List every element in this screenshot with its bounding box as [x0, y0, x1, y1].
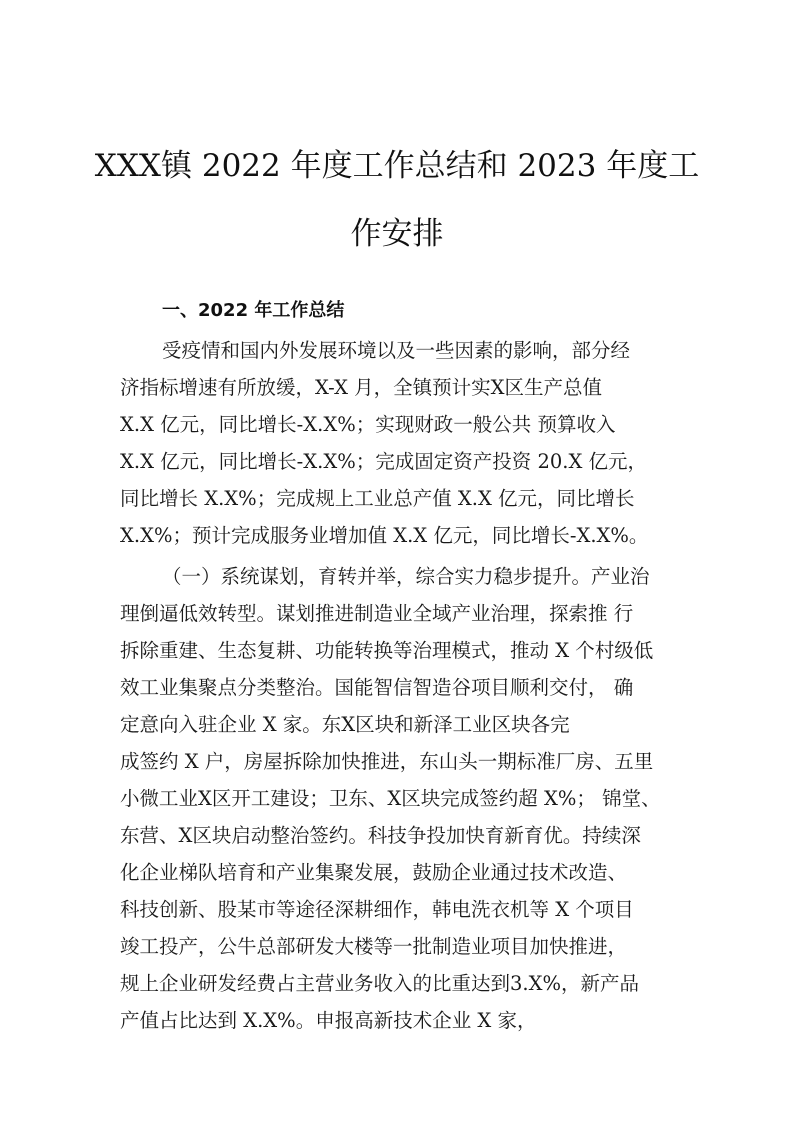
- body-line: 科技创新、股某市等途径深耕细作，韩电洗衣机等 X 个项目: [120, 898, 634, 921]
- body-line: 小微工业X区开工建设；卫东、X区块完成签约超 X%； 锦堂、: [120, 787, 661, 810]
- body-line: 理倒逼低效转型。谋划推进制造业全域产业治理，探索推 行: [120, 602, 634, 625]
- body-line: 受疫情和国内外发展环境以及一些因素的影响，部分经: [162, 339, 631, 362]
- body-line: 产值占比达到 X.X%。申报高新技术企业 X 家，: [120, 1009, 537, 1032]
- body-line: 成签约 X 户，房屋拆除加快推进，东山头一期标准厂房、五里: [120, 750, 654, 773]
- body-line: 竣工投产，公牛总部研发大楼等一批制造业项目加快推进，: [120, 935, 628, 958]
- document-title-line-2: 作安排: [350, 216, 444, 252]
- document-title-line-1: XXX镇 2022 年度工作总结和 2023 年度工: [94, 148, 700, 184]
- body-line: 拆除重建、生态复耕、功能转换等治理模式，推动 X 个村级低: [120, 639, 654, 662]
- section-heading: 一、2022 年工作总结: [162, 300, 345, 321]
- body-line: 规上企业研发经费占主营业务收入的比重达到3.X%，新产品: [120, 972, 640, 995]
- body-line: X.X 亿元，同比增长-X.X%；实现财政一般公共 预算收入: [120, 413, 616, 436]
- body-line: 同比增长 X.X%；完成规上工业总产值 X.X 亿元，同比增长: [120, 487, 635, 510]
- body-line: 定意向入驻企业 X 家。东X区块和新泽工业区块各完: [120, 713, 570, 736]
- body-line: 济指标增速有所放缓，X-X 月，全镇预计实X区生产总值: [120, 376, 603, 399]
- body-line: 效工业集聚点分类整治。国能智信智造谷项目顺利交付， 确: [120, 676, 634, 699]
- body-line: X.X%；预计完成服务业增加值 X.X 亿元，同比增长-X.X%。: [120, 524, 649, 547]
- body-line: （一）系统谋划，育转并举，综合实力稳步提升。产业治: [162, 565, 650, 588]
- body-line: 化企业梯队培育和产业集聚发展，鼓励企业通过技术改造、: [120, 861, 628, 884]
- body-line: X.X 亿元，同比增长-X.X%；完成固定资产投资 20.X 亿元，: [120, 450, 648, 473]
- body-line: 东营、X区块启动整治签约。科技争投加快育新育优。持续深: [120, 824, 641, 847]
